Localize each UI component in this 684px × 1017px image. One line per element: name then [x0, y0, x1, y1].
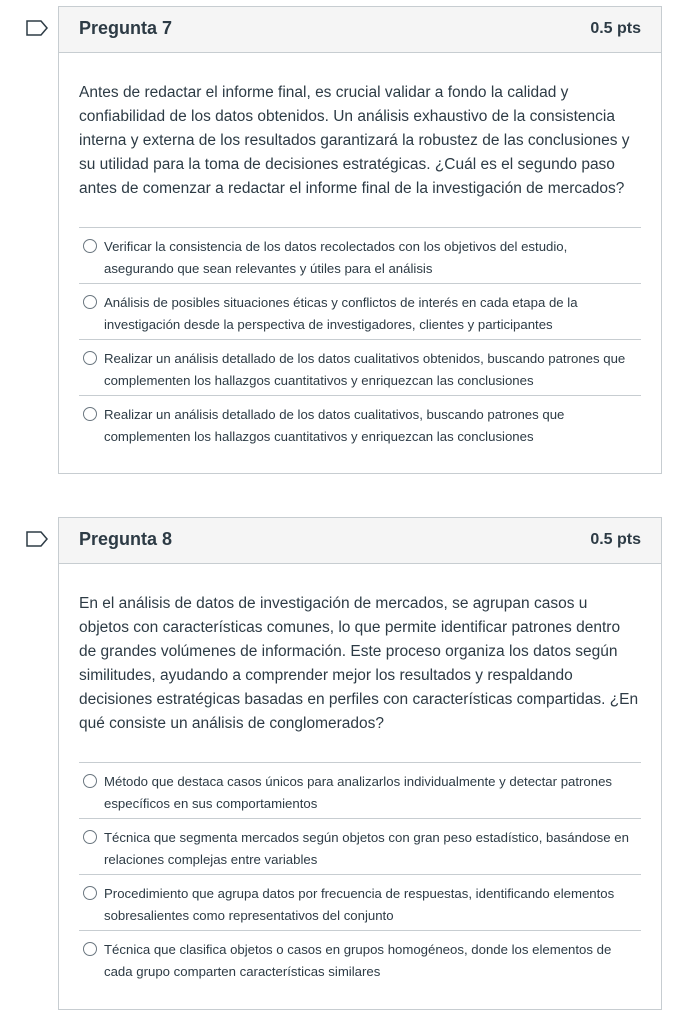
question-text: En el análisis de datos de investigación de mercados, se agrupan casos u objetos con características comunes, lo que permite identificar patrones dentro de grandes volúmenes de información. Este proceso organiza los datos según similitudes, ayudando a comprender mejor los resultados y respaldando decisiones estratégicas basadas en perfiles con características compartidas. ¿En qué consiste un análisis de conglomerados?: [79, 595, 639, 732]
answer-option[interactable]: [79, 339, 641, 395]
question-8: [58, 517, 662, 1010]
question-text: Antes de redactar el informe final, es crucial validar a fondo la calidad y confiabilidad de los datos obtenidos. Un análisis exhaustivo de la consistencia interna y externa de los resultados garantizará la robustez de las conclusiones y su utilidad para la toma de decisiones estratégicas. ¿Cuál es el segundo paso antes de comenzar a redactar el informe final de la investigación de mercados?: [79, 84, 630, 197]
radio-button[interactable]: [83, 295, 97, 309]
radio-button[interactable]: [83, 774, 97, 788]
answer-label: Análisis de posibles situaciones éticas y conflictos de interés en cada etapa de la investigación desde la perspectiva de investigadores, clientes y participantes: [104, 295, 578, 332]
radio-button[interactable]: [83, 886, 97, 900]
radio-button[interactable]: [83, 830, 97, 844]
answer-label: Verificar la consistencia de los datos recolectados con los objetivos del estudio, asegurando que sean relevantes y útiles para el análisis: [104, 239, 568, 276]
answer-label: Procedimiento que agrupa datos por frecuencia de respuestas, identificando elementos sobresalientes como representativos del conjunto: [104, 886, 615, 923]
question-header: [59, 7, 661, 53]
question-points: 0.5 pts: [590, 20, 641, 37]
answer-list: [79, 227, 641, 451]
radio-button[interactable]: [83, 239, 97, 253]
flag-question-icon[interactable]: [26, 531, 48, 547]
answer-option[interactable]: [79, 283, 641, 339]
answer-label: Método que destaca casos únicos para analizarlos individualmente y detectar patrones específicos en sus comportamientos: [104, 774, 613, 811]
radio-button[interactable]: [83, 942, 97, 956]
question-title: Pregunta 8: [79, 529, 173, 549]
question-7: [58, 6, 662, 474]
answer-label: Realizar un análisis detallado de los datos cualitativos obtenidos, buscando patrones que complementen los hallazgos cuantitativos y enriquezcan las conclusiones: [104, 351, 626, 388]
radio-button[interactable]: [83, 351, 97, 365]
radio-button[interactable]: [83, 407, 97, 421]
answer-option[interactable]: [79, 818, 641, 874]
answer-label: Técnica que clasifica objetos o casos en grupos homogéneos, donde los elementos de cada grupo comparten características similares: [104, 942, 612, 979]
question-card: [58, 517, 662, 1010]
answer-option[interactable]: [79, 930, 641, 986]
answer-list: [79, 762, 641, 986]
question-title: Pregunta 7: [79, 18, 173, 38]
answer-option[interactable]: [79, 395, 641, 451]
flag-question-icon[interactable]: [26, 20, 48, 36]
answer-option[interactable]: [79, 227, 641, 283]
question-points: 0.5 pts: [590, 531, 641, 548]
answer-label: Técnica que segmenta mercados según objetos con gran peso estadístico, basándose en relaciones complejas entre variables: [104, 830, 629, 867]
answer-option[interactable]: [79, 762, 641, 818]
question-card: [58, 6, 662, 474]
question-header: [59, 518, 661, 564]
answer-option[interactable]: [79, 874, 641, 930]
answer-label: Realizar un análisis detallado de los datos cualitativos, buscando patrones que complementen los hallazgos cuantitativos y enriquezcan las conclusiones: [104, 407, 565, 444]
